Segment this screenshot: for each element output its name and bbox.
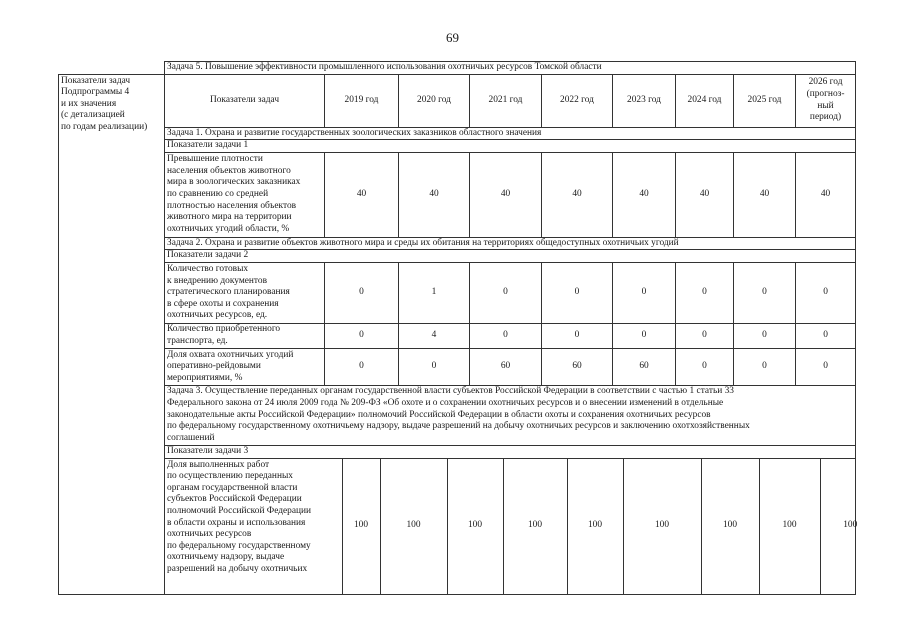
year-header-2020: 2020 год: [399, 74, 470, 127]
task3-value-3: 100: [447, 459, 503, 594]
year-header-2025: 2025 год: [734, 74, 796, 127]
task2-row1-value-2025: 0: [734, 262, 796, 323]
task1-value-2019: 40: [325, 152, 399, 237]
blank-cell: [59, 62, 165, 75]
task3-value-4: 100: [503, 459, 567, 594]
page-number: 69: [446, 30, 459, 45]
task1-value-2022: 40: [542, 152, 613, 237]
task3-indicator-block: [165, 458, 856, 594]
task1-indicator-name: Превышение плотности населения объектов животного мира в зоологических заказниках по сравнению со средней плотностью населения объектов животного мира на территории охотничьих угодий области, %: [165, 152, 325, 237]
task2-row2-value-2020: 4: [399, 323, 470, 348]
task2-row3-value-2023: 60: [613, 348, 676, 385]
year-header-2019: 2019 год: [325, 74, 399, 127]
task1-value-2023: 40: [613, 152, 676, 237]
task2-indicator-3-name: Доля охвата охотничьих угодий оперативно-рейдовыми мероприятиями, %: [165, 348, 325, 385]
task1-value-2025: 40: [734, 152, 796, 237]
task1-value-2021: 40: [470, 152, 542, 237]
task2-indicators-label: Показатели задачи 2: [165, 250, 856, 263]
task3-title: Задача 3. Осуществление переданных органам государственной власти субъектов Российской Федерации в соответствии с частью 1 статьи 33 Федерального закона от 24 июля 2009 года № 209-ФЗ «Об охоте и о сохранении охотничьих ресурсов и о внесении изменений в отдельные законодательные акты Российской Федерации» полномочий Российской Федерации в области охоты и сохранения охотничьих ресурсов по федеральному государственному охотничьему надзору, выдаче разрешений на добычу охотничьих ресурсов и заключению охотхозяйственных соглашений: [165, 385, 856, 445]
year-header-2026: 2026 год (прогноз- ный период): [796, 74, 856, 127]
task2-row1-value-2022: 0: [542, 262, 613, 323]
task1-indicators-label: Показатели задачи 1: [165, 140, 856, 153]
task2-row3-value-2026: 0: [796, 348, 856, 385]
left-header-cell: Показатели задач Подпрограммы 4 и их значения (с детализацией по годам реализации): [59, 74, 165, 594]
task2-row3-value-2024: 0: [676, 348, 734, 385]
task2-row1-value-2024: 0: [676, 262, 734, 323]
task2-row1-value-2019: 0: [325, 262, 399, 323]
year-header-2022: 2022 год: [542, 74, 613, 127]
task3-value-9: 100: [843, 520, 858, 531]
task1-title: Задача 1. Охрана и развитие государственных зоологических заказников областного значения: [165, 127, 856, 140]
indicators-column-header: Показатели задач: [165, 74, 325, 127]
task1-value-2020: 40: [399, 152, 470, 237]
year-header-2021: 2021 год: [470, 74, 542, 127]
year-header-2023: 2023 год: [613, 74, 676, 127]
task2-row1-value-2021: 0: [470, 262, 542, 323]
task2-row3-value-2025: 0: [734, 348, 796, 385]
year-header-2024: 2024 год: [676, 74, 734, 127]
task2-row2-value-2026: 0: [796, 323, 856, 348]
task2-row3-value-2021: 60: [470, 348, 542, 385]
indicators-table-sheet: [58, 61, 858, 588]
task2-row2-value-2025: 0: [734, 323, 796, 348]
task2-row3-value-2022: 60: [542, 348, 613, 385]
task3-value-8: 100: [759, 459, 820, 594]
task2-row3-value-2019: 0: [325, 348, 399, 385]
task2-row2-value-2019: 0: [325, 323, 399, 348]
task2-indicator-1-name: Количество готовых к внедрению документов стратегического планирования в сфере охоты и сохранения охотничьих ресурсов, ед.: [165, 262, 325, 323]
task3-value-1: 100: [342, 459, 380, 594]
task2-row3-value-2020: 0: [399, 348, 470, 385]
task1-value-2024: 40: [676, 152, 734, 237]
task3-indicator-name: Доля выполненных работ по осуществлению переданных органам государственной власти субъектов Российской Федерации полномочий Российской Федерации в области охраны и использования охотничьих ресурсов по федеральному государственному охотничьему надзору, выдаче разрешений на добычу охотничьих: [165, 459, 342, 594]
task2-row1-value-2026: 0: [796, 262, 856, 323]
task2-row2-value-2022: 0: [542, 323, 613, 348]
task2-row1-value-2023: 0: [613, 262, 676, 323]
table-title-row: Задача 5. Повышение эффективности промышленного использования охотничьих ресурсов Томской области: [165, 62, 856, 75]
task3-value-2: 100: [380, 459, 447, 594]
task1-value-2026: 40: [796, 152, 856, 237]
task2-title: Задача 2. Охрана и развитие объектов животного мира и среды их обитания на территориях общедоступных охотничьих угодий: [165, 237, 856, 250]
task3-value-6: 100: [623, 459, 701, 594]
task2-row1-value-2020: 1: [399, 262, 470, 323]
task2-row2-value-2024: 0: [676, 323, 734, 348]
task3-indicators-label: Показатели задачи 3: [165, 445, 856, 458]
task2-indicator-2-name: Количество приобретенного транспорта, ед.: [165, 323, 325, 348]
task3-value-5: 100: [567, 459, 623, 594]
task3-inner-table: [165, 459, 880, 594]
task3-value-7: 100: [701, 459, 759, 594]
task2-row2-value-2023: 0: [613, 323, 676, 348]
task2-row2-value-2021: 0: [470, 323, 542, 348]
indicators-table: [58, 61, 856, 595]
